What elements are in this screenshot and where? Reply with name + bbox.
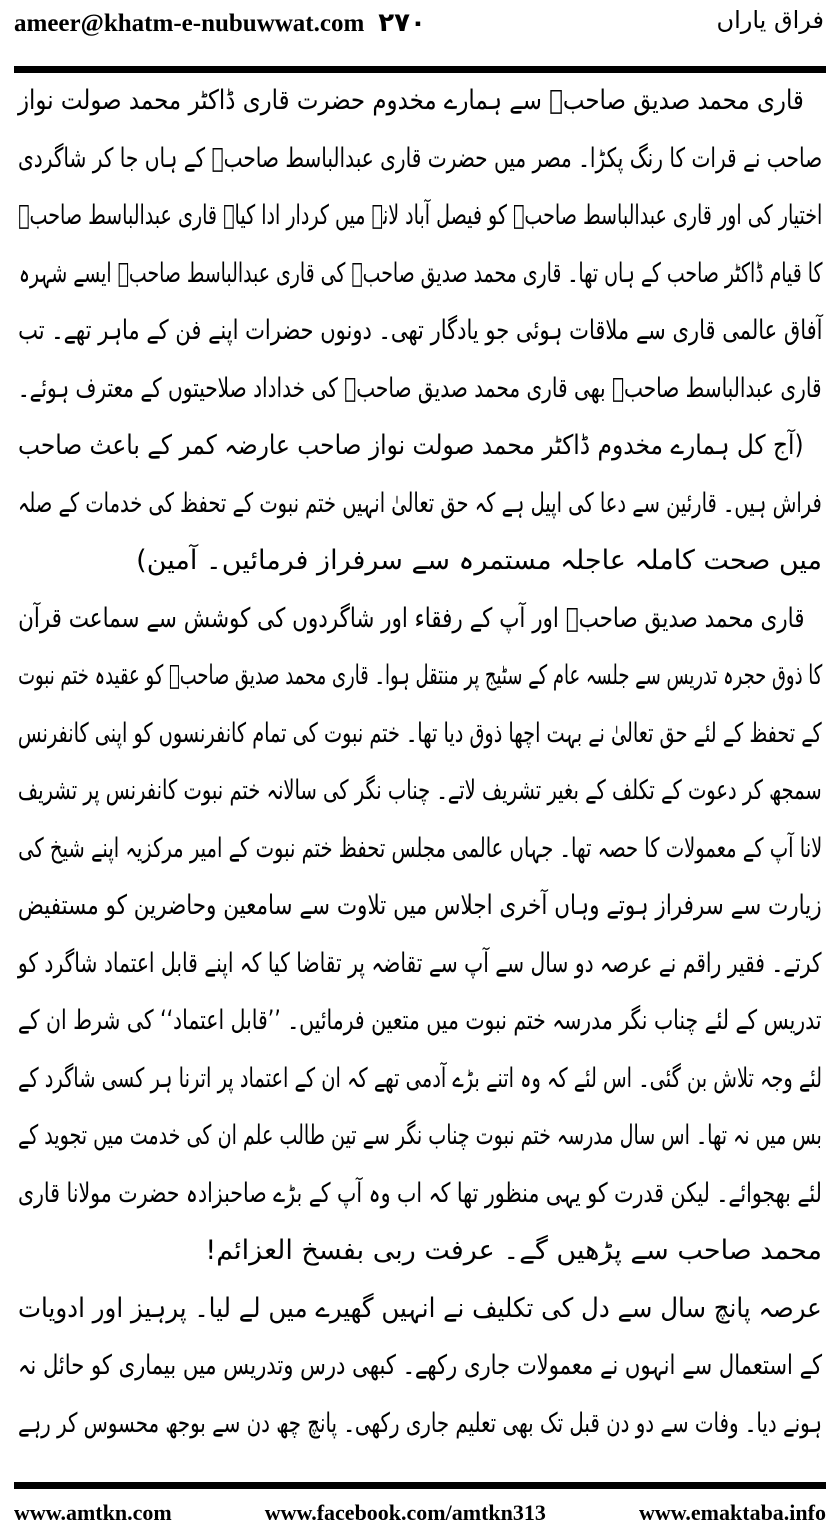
line-text: ہونے دیا۔ وفات سے دو دن قبل تک بھی تعلیم جاری رکھی۔ پانچ چھ دن سے بوجھ محسوس کر رہے (18, 1407, 822, 1439)
text-line (18, 877, 822, 935)
text-line (18, 187, 822, 245)
text-line (18, 705, 822, 763)
line-text: لانا آپ کے معمولات کا حصہ تھا۔ جہاں عالمی مجلس تحفظ ختم نبوت کے امیر مرکزیہ اپنے شیخ کی (17, 832, 822, 864)
text-line (18, 935, 822, 993)
text-line (18, 360, 822, 418)
line-text: تدریس کے لئے چناب نگر مدرسہ ختم نبوت میں متعین فرمائیں۔ ’’قابل اعتماد‘‘ کی شرط ان کے (18, 1005, 822, 1036)
line-text: میں صحت کاملہ عاجلہ مستمرہ سے سرفراز فرمائیں۔ آمین) (136, 545, 822, 576)
line-text: صاحب نے قرات کا رنگ پکڑا۔ مصر میں حضرت قاری عبدالباسط صاحبؒ کے ہاں جا کر شاگردی (17, 142, 822, 174)
text-line (18, 475, 822, 533)
text-line (18, 72, 822, 130)
line-text: کا ذوق حجرہ تدریس سے جلسہ عام کے سٹیج پر منتقل ہوا۔ قاری محمد صدیق صاحبؒ کو عقیدہ ختم نبوت (17, 660, 822, 691)
line-text: کے استعمال سے انہوں نے معمولات جاری رکھے۔ کبھی درس وتدریس میں بیماری کو حائل نہ (17, 1350, 822, 1381)
header-email: ameer@khatm-e-nubuwwat.com (14, 10, 365, 37)
text-line (18, 647, 822, 705)
text-line (18, 245, 822, 303)
line-text: اختیار کی اور قاری عبدالباسط صاحبؒ کو فیصل آباد لانے میں کردار ادا کیا۔ قاری عبدالباسط صاحبؒ (17, 200, 822, 231)
text-line (18, 1337, 822, 1395)
page-body (18, 72, 822, 1452)
footer-link-facebook[interactable]: www.facebook.com/amtkn313 (264, 1500, 546, 1525)
line-text: قاری عبدالباسط صاحبؒ بھی قاری محمد صدیق صاحبؒ کی خداداد صلاحیتوں کے معترف ہوئے۔ (18, 372, 822, 404)
text-line (18, 1280, 822, 1338)
footer-rule (14, 1482, 826, 1489)
line-text: لئے وجہ تلاش بن گئی۔ اس لئے کہ وہ اتنے بڑے آدمی تھے کہ ان کے اعتماد پر اترنا ہر کسی شاگرد کے (17, 1062, 822, 1094)
line-text: عرصہ پانچ سال سے دل کی تکلیف نے انہیں گھیرے میں لے لیا۔ پرہیز اور ادویات (18, 1292, 822, 1324)
text-line (18, 417, 822, 475)
line-text: آفاق عالمی قاری سے ملاقات ہوئی جو یادگار تھی۔ دونوں حضرات اپنے فن کے ماہر تھے۔ تب (17, 315, 822, 346)
text-line (18, 1165, 822, 1223)
text-line (18, 1395, 822, 1453)
line-text: محمد صاحب سے پڑھیں گے۔ عرفت ربی بفسخ العزائم! (205, 1235, 822, 1266)
line-text: فراش ہیں۔ قارئین سے دعا کی اپیل ہے کہ حق تعالیٰ انہیں ختم نبوت کے تحفظ کی خدمات کے صلہ (18, 487, 822, 519)
text-line (18, 762, 822, 820)
text-line (18, 302, 822, 360)
text-line (18, 130, 822, 188)
line-text: بس میں نہ تھا۔ اس سال مدرسہ ختم نبوت چناب نگر سے تین طالب علم ان کی خدمت میں تجوید کے (18, 1120, 822, 1151)
line-text: سمجھ کر دعوت کے تکلف کے بغیر تشریف لاتے۔ چناب نگر کی سالانہ ختم نبوت کانفرنس پر تشریف (18, 775, 822, 806)
line-text: کے تحفظ کے لئے حق تعالیٰ نے بہت اچھا ذوق دیا تھا۔ ختم نبوت کی تمام کانفرنسوں کو اپنی کانفرنس (18, 717, 822, 749)
line-text: (آج کل ہمارے مخدوم ڈاکٹر محمد صولت نواز صاحب عارضہ کمر کے باعث صاحب (18, 430, 804, 461)
text-line (18, 1050, 822, 1108)
line-text: کا قیام ڈاکٹر صاحب کے ہاں تھا۔ قاری محمد صدیق صاحبؒ کی قاری عبدالباسط صاحبؒ ایسے شہرہ (18, 257, 822, 289)
page-number: ۲۷۰ (378, 8, 426, 38)
line-text: لئے بھجوائے۔ لیکن قدرت کو یہی منظور تھا کہ اب وہ آپ کے بڑے صاحبزادہ حضرت مولانا قاری (18, 1177, 822, 1209)
footer (14, 1500, 826, 1526)
text-line (18, 992, 822, 1050)
text-line (18, 590, 822, 648)
text-line (18, 820, 822, 878)
footer-link-amtkn[interactable]: www.amtkn.com (14, 1500, 172, 1525)
line-text: قاری محمد صدیق صاحبؒ اور آپ کے رفقاء اور شاگردوں کی کوشش سے سماعت قرآن (17, 602, 804, 634)
line-text: قاری محمد صدیق صاحبؒ سے ہمارے مخدوم حضرت قاری ڈاکٹر محمد صولت نواز (18, 85, 804, 116)
header-email-page (14, 8, 426, 38)
line-text: کرتے۔ فقیر راقم نے عرصہ دو سال سے آپ سے تقاضہ پر تقاضا کیا کہ اپنے قابل اعتماد شاگرد کو (18, 947, 822, 979)
line-text: زیارت سے سرفراز ہوتے وہاں آخری اجلاس میں تلاوت سے سامعین وحاضرین کو مستفیض (18, 890, 822, 921)
footer-link-emaktaba[interactable]: www.emaktaba.info (638, 1500, 826, 1525)
book-title: فراق یاراں (716, 6, 824, 34)
text-line (18, 1222, 822, 1280)
text-line (18, 1107, 822, 1165)
text-line (18, 532, 822, 590)
